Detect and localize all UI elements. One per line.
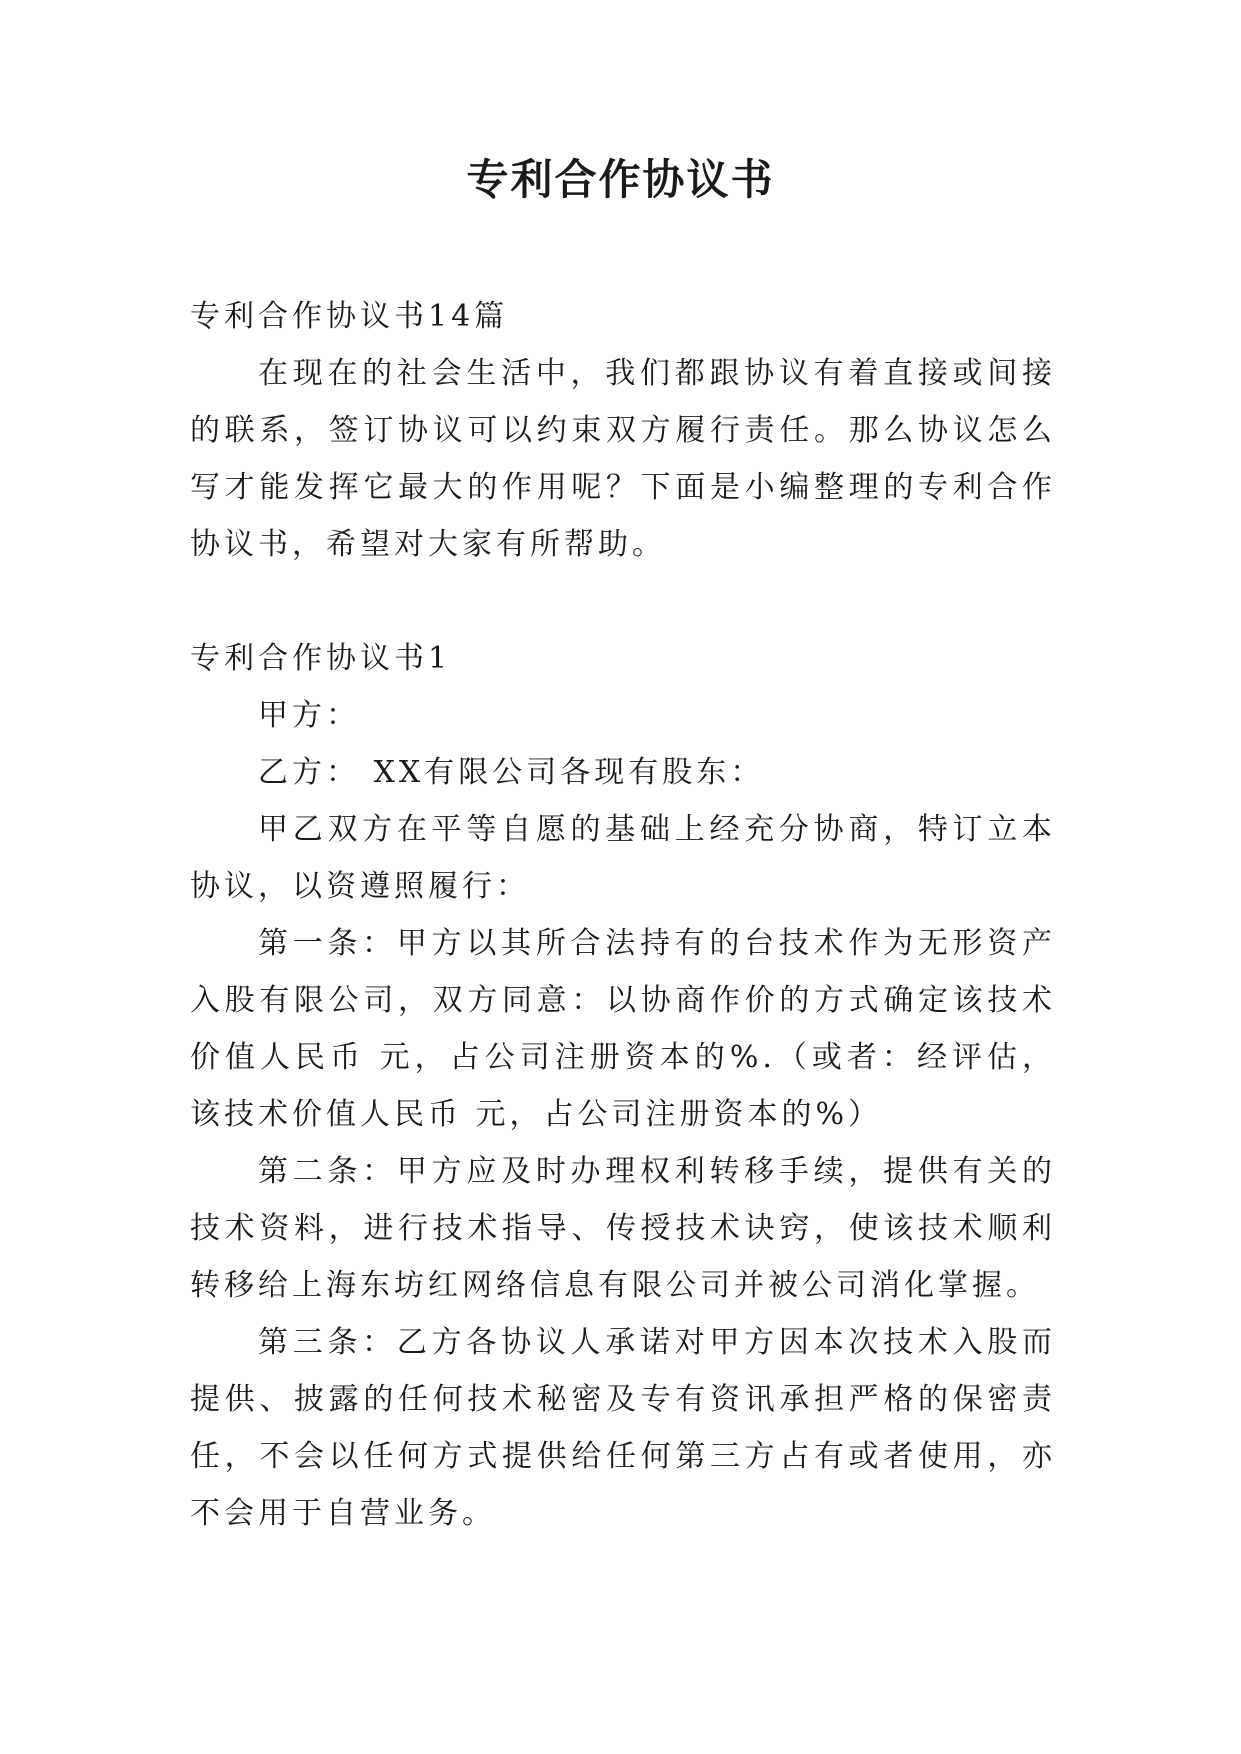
party-a-line: 甲方： xyxy=(258,698,360,733)
article-2-paragraph: 第二条：甲方应及时办理权利转移手续，提供有关的技术资料，进行技术指导、传授技术诀窍，使该技术顺利转移给上海东坊红网络信息有限公司并被公司消化掌握。 xyxy=(190,1154,1056,1303)
document-title: 专利合作协议书 xyxy=(466,155,775,204)
article-3-paragraph: 第三条：乙方各协议人承诺对甲方因本次技术入股而提供、披露的任何技术秘密及专有资讯承担严格的保密责任，不会以任何方式提供给任何第三方占有或者使用，亦不会用于自营业务。 xyxy=(190,1325,1056,1531)
party-b-line: 乙方： XX有限公司各现有股东： xyxy=(258,755,765,790)
article-1-paragraph: 第一条：甲方以其所合法持有的台技术作为无形资产入股有限公司，双方同意：以协商作价的方式确定该技术价值人民币 元，占公司注册资本的%.（或者：经评估，该技术价值人民币 元，占公司注册资本的%） xyxy=(190,926,1056,1132)
document-body xyxy=(190,288,1056,1542)
intro-paragraph: 在现在的社会生活中，我们都跟协议有着直接或间接的联系，签订协议可以约束双方履行责任。那么协议怎么写才能发挥它最大的作用呢？下面是小编整理的专利合作协议书，希望对大家有所帮助。 xyxy=(190,356,1056,562)
document-subtitle: 专利合作协议书14篇 xyxy=(190,299,509,334)
paragraph-spacer xyxy=(190,573,1056,630)
preamble-paragraph: 甲乙双方在平等自愿的基础上经充分协商，特订立本协议，以资遵照履行： xyxy=(190,812,1056,904)
section-heading: 专利合作协议书1 xyxy=(190,641,452,676)
